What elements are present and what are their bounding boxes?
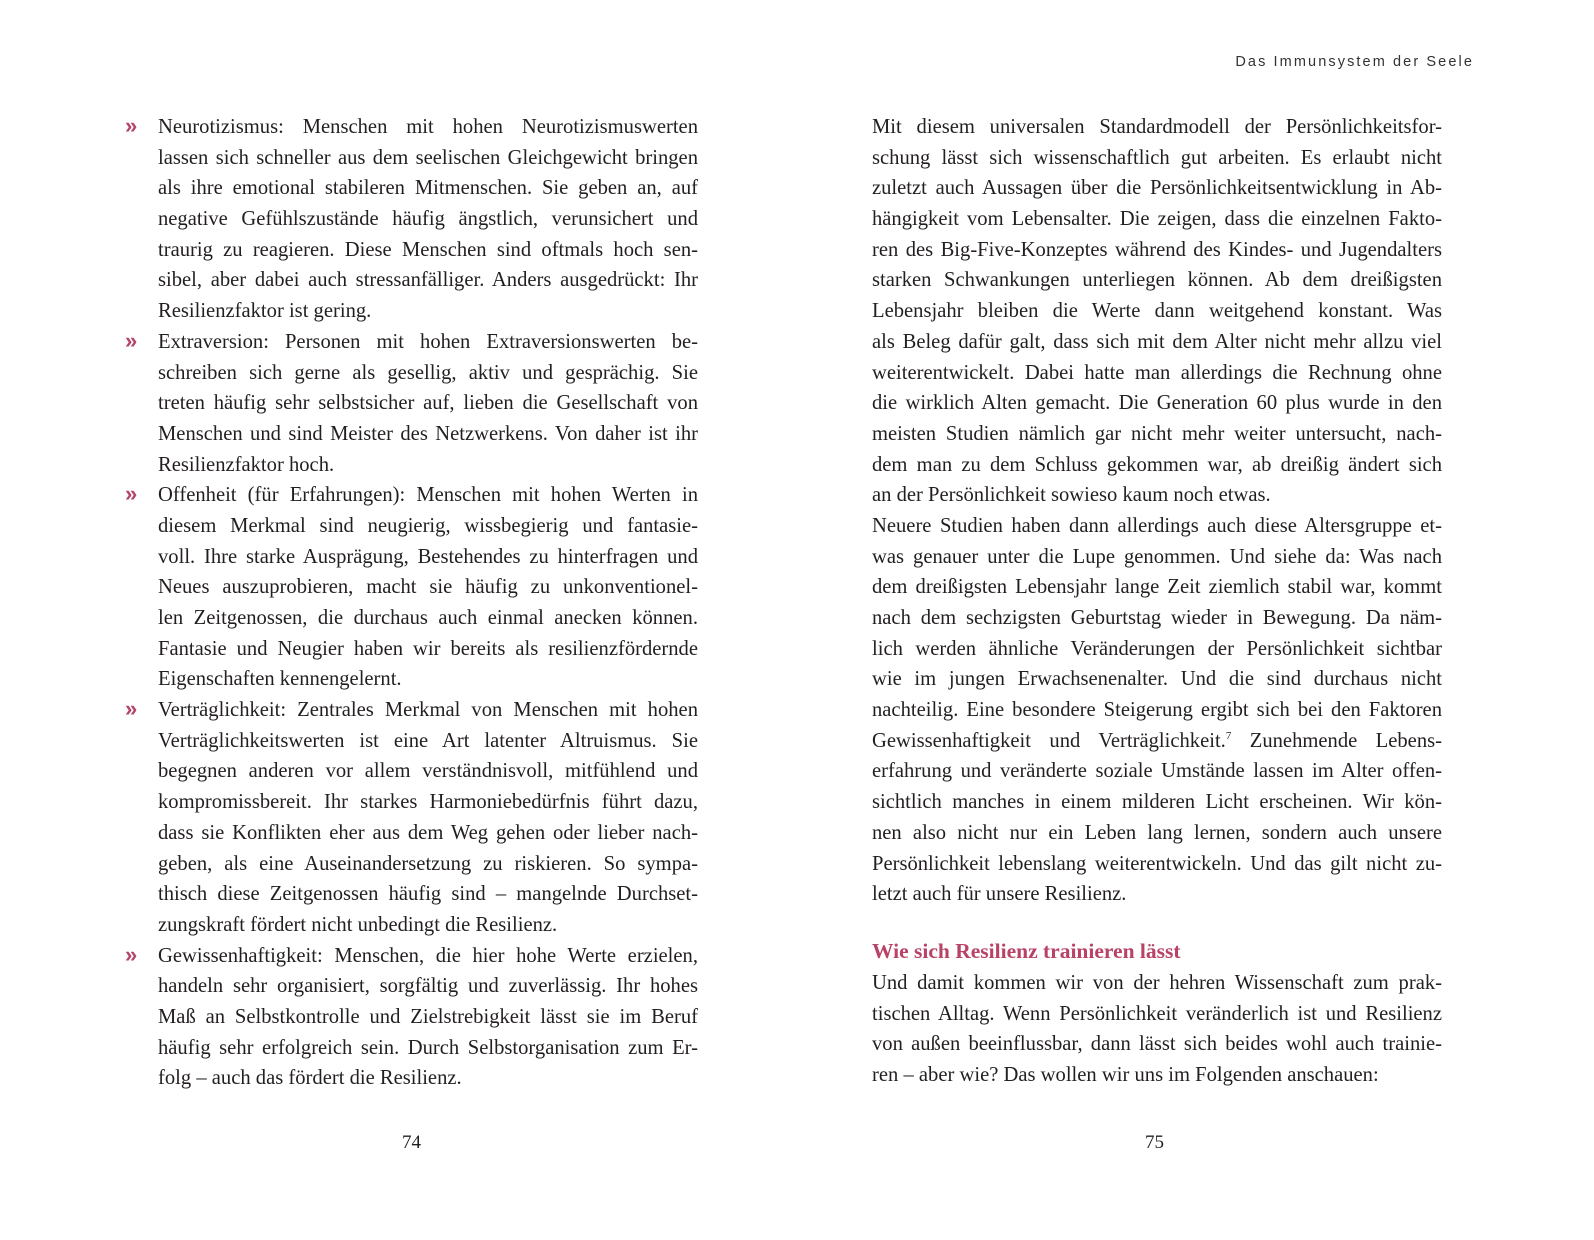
text-line: Fantasie und Neugier haben wir bereits als resilienzfördernde bbox=[158, 637, 698, 660]
text-line: ren – aber wie? Das wollen wir uns im Folgenden anschauen: bbox=[872, 1063, 1379, 1086]
text-line-with-footnote bbox=[872, 726, 1442, 757]
section-heading: Wie sich Resilienz trainieren lässt bbox=[872, 938, 1181, 963]
text-line: nen also nicht nur ein Leben lang lernen, sondern auch unsere bbox=[872, 821, 1442, 844]
running-head: Das Immunsystem der Seele bbox=[1235, 54, 1474, 70]
text-line: treten häufig sehr selbstsicher auf, lieben die Gesellschaft von bbox=[158, 392, 698, 415]
text-line: an der Persönlichkeit sowieso kaum noch etwas. bbox=[872, 484, 1271, 507]
text-line: erfahrung und veränderte soziale Umstände lassen im Alter offen- bbox=[872, 760, 1442, 783]
page-number-left: 74 bbox=[402, 1132, 421, 1153]
list-item-extraversion bbox=[125, 327, 698, 480]
list-item-vertraeglichkeit bbox=[125, 695, 698, 941]
double-chevron-bullet-icon: » bbox=[125, 941, 138, 967]
text-line: Eigenschaften kennengelernt. bbox=[158, 668, 402, 691]
text-line: als ihre emotional stabileren Mitmenschen. Sie geben an, auf bbox=[158, 177, 698, 200]
text-line: lassen sich schneller aus dem seelischen Gleichgewicht bringen bbox=[158, 146, 698, 169]
text-line: sibel, aber dabei auch stressanfälliger. Anders ausgedrückt: Ihr bbox=[158, 269, 698, 292]
text-line: hängigkeit vom Lebensalter. Die zeigen, dass die einzelnen Fakto- bbox=[872, 208, 1442, 231]
double-chevron-bullet-icon: » bbox=[125, 481, 138, 507]
text-line: Und damit kommen wir von der hehren Wissenschaft zum prak- bbox=[872, 971, 1442, 994]
text-line: nachteilig. Eine besondere Steigerung ergibt sich bei den Faktoren bbox=[872, 699, 1442, 722]
text-line: negative Gefühlszustände häufig ängstlich, verunsichert und bbox=[158, 208, 698, 231]
text-line: wie im jungen Erwachsenenalter. Und die sind durchaus nicht bbox=[872, 668, 1442, 691]
text-line: lich werden ähnliche Veränderungen der Persönlichkeit sichtbar bbox=[872, 637, 1442, 660]
text-line: kompromissbereit. Ihr starkes Harmoniebedürfnis führt dazu, bbox=[158, 791, 698, 814]
paragraph-2 bbox=[872, 511, 1442, 910]
text-line: voll. Ihre starke Ausprägung, Bestehendes zu hinterfragen und bbox=[158, 545, 698, 568]
text-line: Mit diesem universalen Standardmodell der Persönlichkeitsfor- bbox=[872, 116, 1442, 138]
text-line: Gewissenhaftigkeit: Menschen, die hier hohe Werte erzielen, bbox=[158, 944, 698, 967]
text-line: Verträglichkeitswerten ist eine Art latenter Altruismus. Sie bbox=[158, 729, 698, 752]
text-line: thisch diese Zeitgenossen häufig sind – mangelnde Durchset- bbox=[158, 883, 698, 906]
text-line: schreiben sich gerne als gesellig, aktiv und gesprächig. Sie bbox=[158, 361, 698, 384]
text-line: Neuere Studien haben dann allerdings auch diese Altersgruppe et- bbox=[872, 514, 1442, 537]
text-line: Resilienzfaktor hoch. bbox=[158, 453, 335, 476]
text-line: dem man zu dem Schluss gekommen war, ab dreißig ändert sich bbox=[872, 453, 1442, 476]
text-fragment: Zunehmende Lebens- bbox=[1231, 729, 1442, 752]
text-line: von außen beeinflussbar, dann lässt sich beides wohl auch trainie- bbox=[872, 1033, 1442, 1056]
list-item-gewissenhaftigkeit bbox=[125, 941, 698, 1094]
text-line: Offenheit (für Erfahrungen): Menschen mit hohen Werten in bbox=[158, 484, 698, 507]
double-chevron-bullet-icon: » bbox=[125, 327, 138, 353]
text-line: Lebensjahr bleiben die Werte dann weitgehend konstant. Was bbox=[872, 300, 1442, 323]
page-number-right: 75 bbox=[1145, 1132, 1164, 1153]
text-line: nach dem sechzigsten Geburtstag wieder in Bewegung. Da näm- bbox=[872, 607, 1442, 629]
text-fragment: Gewissenhaftigkeit und Verträglichkeit. bbox=[872, 729, 1226, 752]
text-line: Menschen und sind Meister des Netzwerkens. Von daher ist ihr bbox=[158, 422, 698, 445]
double-chevron-bullet-icon: » bbox=[125, 113, 138, 138]
text-line: die wirklich Alten gemacht. Die Generation 60 plus wurde in den bbox=[872, 392, 1442, 415]
text-line: traurig zu reagieren. Diese Menschen sind oftmals hoch sen- bbox=[158, 238, 698, 261]
text-line: Verträglichkeit: Zentrales Merkmal von Menschen mit hohen bbox=[158, 699, 698, 722]
text-line: len Zeitgenossen, die durchaus auch einmal anecken können. bbox=[158, 607, 698, 629]
text-line: letzt auch für unsere Resilienz. bbox=[872, 883, 1127, 906]
list-item-neurotizismus bbox=[125, 112, 698, 327]
text-line: Maß an Selbstkontrolle und Zielstrebigkeit lässt sie im Beruf bbox=[158, 1005, 698, 1028]
text-line: folg – auch das fördert die Resilienz. bbox=[158, 1067, 462, 1090]
text-line: zungskraft fördert nicht unbedingt die Resilienz. bbox=[158, 913, 558, 936]
text-line: ren des Big-Five-Konzeptes während des Kindes- und Jugendalters bbox=[872, 238, 1442, 261]
text-line: starken Schwankungen unterliegen können. Ab dem dreißigsten bbox=[872, 269, 1442, 292]
double-chevron-bullet-icon: » bbox=[125, 696, 138, 722]
text-line: begegnen anderen vor allem verständnisvoll, mitfühlend und bbox=[158, 760, 698, 783]
paragraph-1 bbox=[872, 112, 1442, 511]
paragraph-3 bbox=[872, 968, 1442, 1091]
text-line: Neues auszuprobieren, macht sie häufig zu unkonventionel- bbox=[158, 576, 698, 599]
text-line: tischen Alltag. Wenn Persönlichkeit veränderlich ist und Resilienz bbox=[872, 1002, 1442, 1025]
text-line: dass sie Konflikten eher aus dem Weg gehen oder lieber nach- bbox=[158, 821, 698, 844]
list-item-offenheit bbox=[125, 480, 698, 695]
text-line: geben, als eine Auseinandersetzung zu riskieren. So sympa- bbox=[158, 852, 698, 875]
text-line: was genauer unter die Lupe genommen. Und siehe da: Was nach bbox=[872, 545, 1442, 568]
text-line: Persönlichkeit lebenslang weiterentwickeln. Und das gilt nicht zu- bbox=[872, 852, 1442, 875]
text-line: zuletzt auch Aussagen über die Persönlichkeitsentwicklung in Ab- bbox=[872, 177, 1442, 200]
text-line: weiterentwickelt. Dabei hatte man allerdings die Rechnung ohne bbox=[872, 361, 1442, 384]
text-line: Extraversion: Personen mit hohen Extraversionswerten be- bbox=[158, 330, 698, 353]
text-line: sichtlich manches in einem milderen Licht erscheinen. Wir kön- bbox=[872, 791, 1442, 814]
text-line: handeln sehr organisiert, sorgfältig und zuverlässig. Ihr hohes bbox=[158, 975, 698, 998]
text-line: schung lässt sich wissenschaftlich gut arbeiten. Es erlaubt nicht bbox=[872, 146, 1442, 169]
text-line: als Beleg dafür galt, dass sich mit dem Alter nicht mehr allzu viel bbox=[872, 330, 1442, 353]
text-line: Resilienzfaktor ist gering. bbox=[158, 300, 372, 323]
right-page bbox=[872, 112, 1442, 1091]
text-line: Neurotizismus: Menschen mit hohen Neurotizismuswerten bbox=[158, 116, 698, 138]
text-line: dem dreißigsten Lebensjahr lange Zeit ziemlich stabil war, kommt bbox=[872, 576, 1442, 599]
text-line: diesem Merkmal sind neugierig, wissbegierig und fantasie- bbox=[158, 514, 698, 537]
left-page bbox=[125, 112, 698, 1094]
text-line: meisten Studien nämlich gar nicht mehr weiter untersucht, nach- bbox=[872, 422, 1442, 445]
text-line: häufig sehr erfolgreich sein. Durch Selbstorganisation zum Er- bbox=[158, 1036, 698, 1059]
footnote-reference[interactable]: 7 bbox=[1225, 729, 1232, 742]
